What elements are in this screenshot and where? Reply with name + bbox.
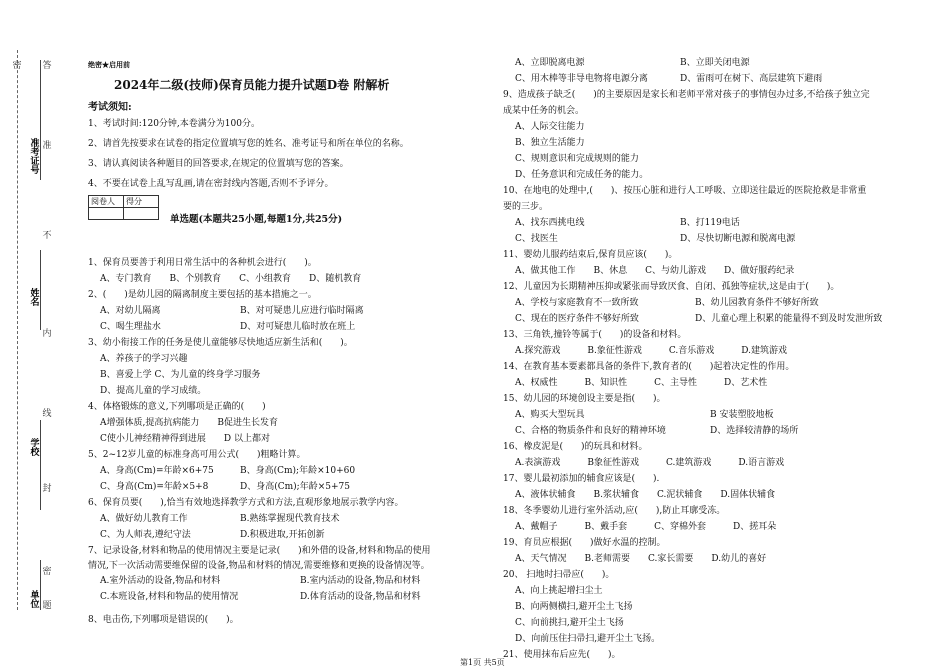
question-line: A.探究游戏 B.象征性游戏 C.音乐游戏 D.建筑游戏 bbox=[515, 346, 788, 356]
score-label-cell: 得分 bbox=[124, 196, 159, 208]
question-line: 4、体格锻炼的意义,下列哪项是正确的( ) bbox=[88, 402, 266, 412]
question-line: C、规则意识和完成规则的能力 bbox=[515, 154, 639, 164]
question-line: B、独立生活能力 bbox=[515, 138, 585, 148]
question-line: 成某中任务的机会。 bbox=[503, 106, 585, 116]
question-line: D、提高儿童的学习成绩。 bbox=[100, 386, 207, 396]
question-line: D、儿童心理上积累的能量得不到及时发泄所致 bbox=[695, 314, 883, 324]
question-line: 21、使用抹布后应先( )。 bbox=[503, 650, 621, 660]
score-blank[interactable] bbox=[124, 208, 159, 220]
question-line: A、天气情况 B.老师需要 C.家长需要 D.幼儿的喜好 bbox=[515, 554, 767, 564]
question-line: 情况,下一次活动需要维保留的设备,物品和材料的情况,需要维修和更换的设备情况等。 bbox=[88, 561, 430, 571]
question-line: 9、造成孩子缺乏( )的主要原因是家长和老师平常对孩子的事情包办过多,不给孩子独立完 bbox=[503, 90, 870, 100]
question-line: B.熟练掌握现代教育技术 bbox=[240, 514, 340, 524]
paper-title: 2024年二级(技师)保育员能力提升试题D卷 附解析 bbox=[114, 78, 390, 92]
seal-char-top: 密 bbox=[12, 61, 22, 71]
question-line: A、戴帽子 B、戴手套 C、穿棉外套 D、搓耳朵 bbox=[515, 522, 777, 532]
question-line: D、身高(Cm);年龄×5+75 bbox=[240, 482, 350, 492]
question-line: 6、保育员要( ),恰当有效地选择教学方式和方法,直观形象地展示教学内容。 bbox=[88, 498, 404, 508]
question-line: D.体育活动的设备,物品和材料 bbox=[300, 592, 421, 602]
question-line: A、找东西挑电线 bbox=[515, 218, 585, 228]
question-line: A、向上挑起增扫尘土 bbox=[515, 586, 603, 596]
question-line: C、身高(Cm)=年龄×5+8 bbox=[100, 482, 209, 492]
question-line: A、学校与家庭教育不一致所致 bbox=[515, 298, 639, 308]
question-line: A、身高(Cm)=年龄×6+75 bbox=[100, 466, 214, 476]
question-line: A、做其他工作 B、休息 C、与幼儿游戏 D、做好服药纪录 bbox=[515, 266, 795, 276]
question-line: A、养孩子的学习兴趣 bbox=[100, 354, 188, 364]
question-line: A.表演游戏 B象征性游戏 C.建筑游戏 D.语言游戏 bbox=[515, 458, 785, 468]
question-line: 5、2~12岁儿童的标准身高可用公式( )粗略计算。 bbox=[88, 450, 306, 460]
question-line: 10、在地电的处理中,( )、按压心脏和进行人工呼吸、立即送往最近的医院抢救是非常重 bbox=[503, 186, 867, 196]
question-line: C、为人师表,遵纪守法 bbox=[100, 530, 191, 540]
question-line: A、专门教育 B、个别教育 C、小组教育 D、随机教育 bbox=[100, 274, 362, 284]
question-line: D、任务意识和完成任务的能力。 bbox=[515, 170, 649, 180]
question-line: D、选择较清静的场所 bbox=[710, 426, 799, 436]
name-underline bbox=[40, 250, 41, 330]
question-line: A、液体状辅食 B.浆状辅食 C.泥状辅食 D.固体状辅食 bbox=[515, 490, 776, 500]
question-line: A、购买大型玩具 bbox=[515, 410, 585, 420]
question-line: A、立即脱离电源 bbox=[515, 58, 585, 68]
name-label: 姓名 bbox=[30, 289, 40, 308]
question-line: A增强体质,提高抗病能力 B促进生长发育 bbox=[100, 418, 278, 428]
question-line: 14、在教育基本要素都具备的条件下,教育者的( )起着决定性的作用。 bbox=[503, 362, 795, 372]
school-label: 学校 bbox=[30, 439, 40, 458]
question-line: A.室外活动的设备,物品和材料 bbox=[100, 576, 221, 586]
question-line: 19、育员应根据( )做好水温的控制。 bbox=[503, 538, 666, 548]
question-line: 7、记录设备,材料和物品的使用情况主要是记录( )和外借的设备,材料和物品的使用 bbox=[88, 546, 431, 556]
seal-char-not: 不 bbox=[42, 231, 52, 241]
question-line: C使小儿神经精神得到进展 D 以上都对 bbox=[100, 434, 270, 444]
score-table bbox=[88, 195, 159, 220]
question-line: B 安装塑胶地板 bbox=[710, 410, 774, 420]
question-line: D、尽快切断电源和脱离电源 bbox=[680, 234, 796, 244]
question-line: B、立即关闭电源 bbox=[680, 58, 750, 68]
notice-item: 3、请认真阅读各种题目的回答要求,在规定的位置填写您的答案。 bbox=[88, 159, 349, 169]
notice-item: 4、不要在试卷上乱写乱画,请在密封线内答题,否则不予评分。 bbox=[88, 179, 334, 189]
question-line: 3、幼小衔接工作的任务是使儿童能够尽快地适应新生活和( )。 bbox=[88, 338, 353, 348]
question-line: C、现在的医疗条件不够好所致 bbox=[515, 314, 639, 324]
question-line: 要的三步。 bbox=[503, 202, 549, 212]
question-line: 11、婴幼儿服药结束后,保育员应该( )。 bbox=[503, 250, 678, 260]
seal-dashed-line bbox=[17, 50, 18, 610]
secret-mark: 绝密★启用前 bbox=[88, 60, 130, 69]
question-line: 1、保育员要善于利用日常生活中的各种机会进行( )。 bbox=[88, 258, 317, 268]
exam-number-underline bbox=[40, 60, 41, 180]
score-reader-cell: 阅卷人 bbox=[89, 196, 124, 208]
question-line: D、对可疑患儿临时放在班上 bbox=[240, 322, 356, 332]
question-line: 2、( )是幼儿园的隔离制度主要包括的基本措施之一。 bbox=[88, 290, 317, 300]
unit-underline bbox=[40, 560, 41, 610]
question-line: D.积极进取,开拓创新 bbox=[240, 530, 325, 540]
question-line: A、人际交往能力 bbox=[515, 122, 585, 132]
question-line: B、向两侧横扫,避开尘土飞扬 bbox=[515, 602, 633, 612]
seal-char-quasi: 准 bbox=[42, 141, 52, 151]
seal-char-question: 题 bbox=[42, 601, 52, 611]
question-line: B、对可疑患儿应进行临时隔离 bbox=[240, 306, 364, 316]
question-line: 15、幼儿园的环境创设主要是指( )。 bbox=[503, 394, 666, 404]
question-line: B、身高(Cm);年龄×10+60 bbox=[240, 466, 356, 476]
question-line: A、权威性 B、知识性 C、主导性 D、艺术性 bbox=[515, 378, 768, 388]
exam-number-label: 准考证号 bbox=[30, 139, 40, 176]
question-line: B、喜爱上学 C、为儿童的终身学习服务 bbox=[100, 370, 261, 380]
question-line: 17、婴儿最初添加的辅食应该是( ). bbox=[503, 474, 660, 484]
question-line: C、合格的物质条件和良好的精神环境 bbox=[515, 426, 666, 436]
page-footer: 第1页 共5页 bbox=[460, 658, 505, 667]
question-line: A、做好幼儿教育工作 bbox=[100, 514, 188, 524]
seal-char-answer: 答 bbox=[42, 61, 52, 71]
question-line: A、对幼儿隔离 bbox=[100, 306, 161, 316]
question-line: 8、电击伤,下列哪项是错误的( )。 bbox=[88, 615, 239, 625]
seal-char-inner: 内 bbox=[42, 329, 52, 339]
question-line: C、向前挑扫,避开尘土飞扬 bbox=[515, 618, 624, 628]
notice-title: 考试须知: bbox=[88, 102, 132, 113]
seal-char-line: 线 bbox=[42, 409, 52, 419]
question-line: B、打119电话 bbox=[680, 218, 740, 228]
notice-item: 1、考试时间:120分钟,本卷满分为100分。 bbox=[88, 119, 260, 129]
question-line: D、向前压住扫帚扫,避开尘土飞扬。 bbox=[515, 634, 661, 644]
score-reader-blank[interactable] bbox=[89, 208, 124, 220]
question-line: C.本班设备,材料和物品的使用情况 bbox=[100, 592, 239, 602]
seal-char-low: 密 bbox=[42, 567, 52, 577]
section-title: 单选题(本题共25小题,每题1分,共25分) bbox=[170, 214, 343, 225]
question-line: B.室内活动的设备,物品和材料 bbox=[300, 576, 421, 586]
notice-item: 2、请首先按要求在试卷的指定位置填写您的姓名、准考证号和所在单位的名称。 bbox=[88, 139, 409, 149]
seal-char-seal: 封 bbox=[42, 484, 52, 494]
question-line: C、找医生 bbox=[515, 234, 558, 244]
question-line: 12、儿童因为长期精神压抑或紧张而导致厌食、自闭、孤独等症状,这是由于( )。 bbox=[503, 282, 840, 292]
question-line: 18、冬季婴幼儿进行室外活动,应( ),防止耳廓受冻。 bbox=[503, 506, 726, 516]
question-line: 20、 扫地时扫帚应( )。 bbox=[503, 570, 615, 580]
question-line: C、喝生理盐水 bbox=[100, 322, 161, 332]
question-line: C、用木棒等非导电物将电源分离 bbox=[515, 74, 648, 84]
question-line: 13、三角铁,撞铃等属于( )的设备和材料。 bbox=[503, 330, 687, 340]
school-underline bbox=[40, 420, 41, 510]
unit-label: 单位 bbox=[30, 591, 40, 610]
question-line: 16、橡皮泥是( )的玩具和材料。 bbox=[503, 442, 648, 452]
question-line: D、雷雨可在树下、高层建筑下避雨 bbox=[680, 74, 823, 84]
question-line: B、幼儿园教育条件不够好所致 bbox=[695, 298, 819, 308]
